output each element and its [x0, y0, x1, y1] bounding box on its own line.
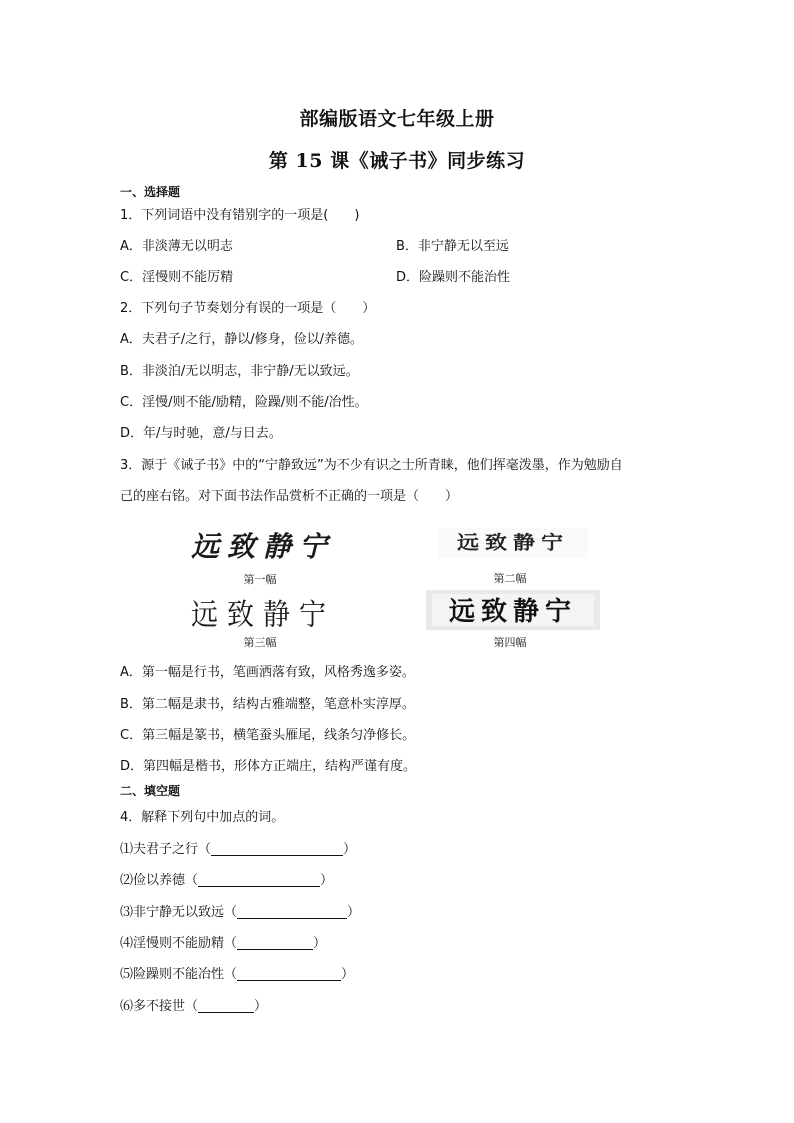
q2-option-b: B．非淡泊/无以明志，非宁静/无以致远。: [120, 364, 359, 379]
q4-item-2: [120, 871, 333, 891]
q1-option-b: B．非宁静无以至远: [396, 239, 509, 254]
q2-option-d: D．年/与时驰，意/与日去。: [120, 426, 282, 441]
calligraphy-text-1: 远致静宁: [190, 530, 336, 563]
calligraphy-text-3: 远致静宁: [191, 597, 335, 632]
calligraphy-image-4: [426, 590, 600, 630]
q4-item-text: ⑵俭以养德（: [120, 873, 199, 888]
q4-item-5: [120, 965, 354, 985]
q4-item-text: ⑸险躁则不能冶性（: [120, 967, 238, 982]
calligraphy-image-3: [183, 596, 343, 632]
calligraphy-image-2: [438, 528, 588, 558]
q4-item-close: ）: [341, 967, 355, 982]
q2-option-a: A．夫君子/之行，静以/修身，俭以/养德。: [120, 332, 364, 347]
calligraphy-text-4: 远致静宁: [448, 597, 578, 627]
q4-item-close: ）: [320, 873, 334, 888]
answer-blank[interactable]: [198, 872, 320, 887]
q4-item-close: ）: [254, 999, 268, 1014]
q3-option-c: C．第三幅是篆书，横笔蚕头雁尾，线条匀净修长。: [120, 728, 416, 743]
q4-item-close: ）: [343, 842, 357, 857]
q4-item-6: [120, 997, 267, 1017]
q2-stem: 2．下列句子节奏划分有误的一项是（ ）: [120, 301, 376, 316]
answer-blank[interactable]: [198, 998, 254, 1013]
calligraphy-caption-4: 第四幅: [493, 636, 527, 649]
section-choice-label: 一、选择题: [120, 185, 181, 199]
q4-item-1: [120, 840, 356, 860]
q3-option-a: A．第一幅是行书，笔画洒落有致，风格秀逸多姿。: [120, 665, 415, 680]
q4-item-text: ⑴夫君子之行（: [120, 842, 212, 857]
q4-item-close: ）: [313, 936, 327, 951]
q1-stem: 1．下列词语中没有错别字的一项是( ): [120, 208, 360, 223]
answer-blank[interactable]: [211, 841, 343, 856]
q4-item-close: ）: [347, 905, 361, 920]
answer-blank[interactable]: [237, 935, 313, 950]
answer-blank[interactable]: [237, 904, 347, 919]
answer-blank[interactable]: [237, 966, 341, 981]
q4-item-text: ⑶非宁静无以致远（: [120, 905, 238, 920]
section-fill-label: 二、填空题: [120, 784, 181, 798]
lesson-title: 第 15 课《诫子书》同步练习: [268, 150, 526, 172]
q4-item-4: [120, 934, 326, 954]
q3-option-d: D．第四幅是楷书，形体方正端庄，结构严谨有度。: [120, 759, 417, 774]
q3-option-b: B．第二幅是隶书，结构古雅端整，笔意朴实淳厚。: [120, 697, 415, 712]
q3-stem-line1: 3．源于《诫子书》中的“宁静致远”为不少有识之士所青睐，他们挥毫泼墨，作为勉励自: [120, 458, 623, 473]
q1-option-a: A．非淡薄无以明志: [120, 239, 233, 254]
calligraphy-caption-2: 第二幅: [493, 572, 527, 585]
q4-stem: 4．解释下列句中加点的词。: [120, 810, 285, 825]
q3-stem-line2: 己的座右铭。对下面书法作品赏析不正确的一项是（ ）: [120, 489, 459, 504]
q4-item-text: ⑹多不接世（: [120, 999, 199, 1014]
q4-item-text: ⑷淫慢则不能励精（: [120, 936, 238, 951]
q1-option-c: C．淫慢则不能厉精: [120, 270, 234, 285]
q2-option-c: C．淫慢/则不能/励精，险躁/则不能/冶性。: [120, 395, 368, 410]
page-title: 部编版语文七年级上册: [299, 108, 495, 130]
calligraphy-caption-1: 第一幅: [243, 573, 277, 586]
q1-option-d: D．险躁则不能治性: [396, 270, 511, 285]
q4-item-3: [120, 903, 360, 923]
calligraphy-text-2: 远致静宁: [457, 531, 569, 554]
calligraphy-image-1: [183, 528, 343, 564]
calligraphy-caption-3: 第三幅: [243, 636, 277, 649]
